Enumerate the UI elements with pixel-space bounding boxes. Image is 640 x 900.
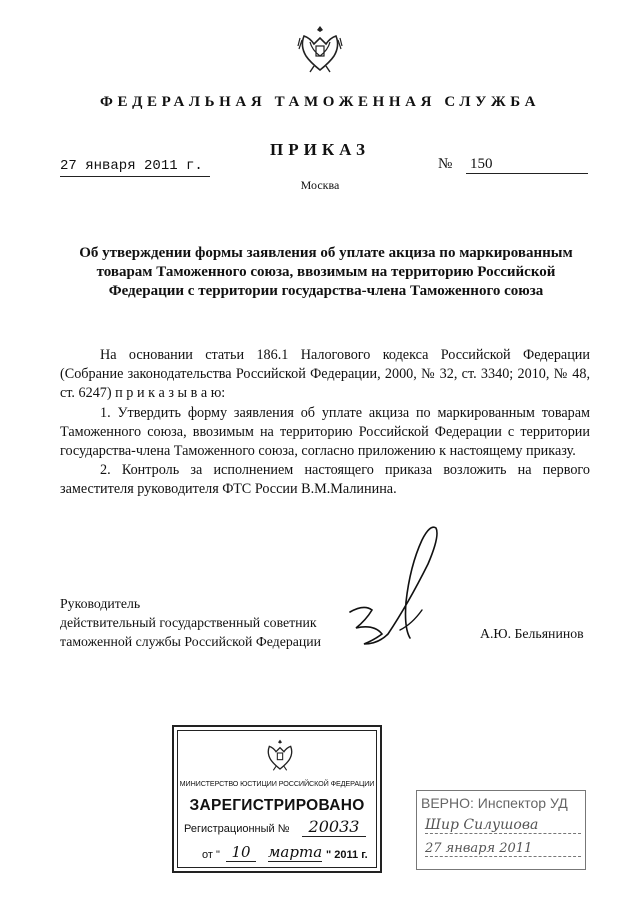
- item-2-paragraph: 2. Контроль за исполнением настоящего приказа возложить на первого заместителя руководителя ФТС России В.М.Малинина.: [60, 462, 590, 498]
- stamp-date-prefix: от ": [202, 849, 220, 861]
- document-type: ПРИКАЗ: [270, 140, 370, 159]
- stamp-ministry: МИНИСТЕРСТВО ЮСТИЦИИ РОССИЙСКОЙ ФЕДЕРАЦИИ: [179, 779, 375, 788]
- handwritten-signature: [340, 520, 480, 670]
- stamp-reg-number: 20033: [302, 817, 366, 837]
- city: Москва: [300, 178, 340, 192]
- order-subject: Об утверждении формы заявления об уплате акциза по маркированным товарам Таможенного союза, ввозимым на территорию Российской Федерации с территории государства-члена Таможенного союза: [79, 245, 573, 299]
- item-1-paragraph: 1. Утвердить форму заявления об уплате акциза по маркированным товарам Таможенного союза, ввозимым на территорию Российской Федерации с территории государства-члена Таможенного союза, согласно приложению к настоящему приказу.: [60, 404, 590, 460]
- basis-paragraph: На основании статьи 186.1 Налогового кодекса Российской Федерации (Собрание законодательства Российской Федерации, 2000, № 32, ст. 3340; 2010, № 48, ст. 6247) п р и к а з ы в а ю:: [60, 347, 590, 402]
- signatory-name: А.Ю. Бельянинов: [480, 626, 584, 641]
- certification-signature: Шир Силушова: [425, 817, 581, 834]
- stamp-reg-number-label: Регистрационный №: [184, 823, 290, 835]
- signatory-rank-continued: таможенной службы Российской Федерации: [60, 634, 321, 649]
- stamp-registered: ЗАРЕГИСТРИРОВАНО: [189, 797, 365, 814]
- signatory-position: Руководитель: [60, 596, 141, 611]
- stamp-year: " 2011 г.: [326, 849, 368, 861]
- order-number-label: №: [438, 156, 453, 172]
- coat-of-arms-emblem: [296, 22, 344, 76]
- stamp-inner-border: [177, 730, 377, 868]
- order-body: [60, 346, 590, 500]
- certification-head: ВЕРНО: Инспектор УД: [421, 795, 568, 811]
- agency-name: ФЕДЕРАЛЬНАЯ ТАМОЖЕННАЯ СЛУЖБА: [99, 94, 541, 110]
- signatory-rank: действительный государственный советник: [60, 615, 317, 630]
- signatory-title: [60, 594, 321, 651]
- certification-date: 27 января 2011: [425, 841, 581, 857]
- order-date: 27 января 2011 г.: [60, 158, 203, 174]
- date-underline: [60, 176, 210, 177]
- stamp-day: 10: [226, 843, 256, 862]
- stamp-emblem-icon: [264, 737, 296, 773]
- stamp-month: марта: [268, 843, 323, 861]
- certification-stamp: [416, 790, 586, 870]
- order-number: 150: [466, 156, 588, 174]
- registration-stamp: [172, 725, 382, 873]
